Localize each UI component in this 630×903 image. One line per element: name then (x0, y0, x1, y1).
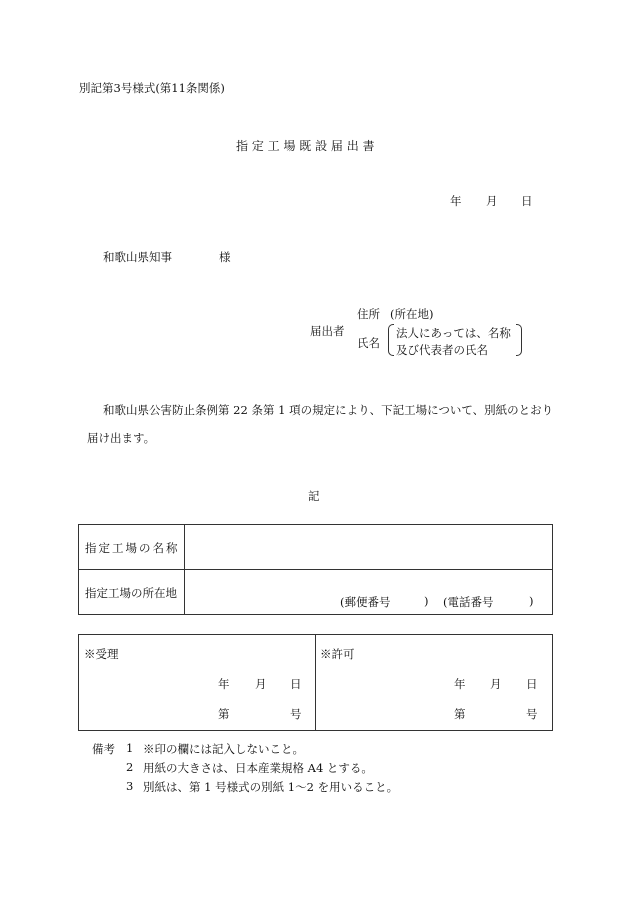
addressee-honorific: 様 (219, 250, 231, 264)
permit-label: ※許可 (320, 647, 355, 661)
page-title: 指 定 工 場 既 設 届 出 書 (236, 139, 375, 153)
brace-right (516, 324, 522, 356)
date-year: 年 (450, 194, 462, 208)
factory-location-label: 指定工場の所在地 (85, 586, 177, 600)
note-3-num: 3 (126, 779, 134, 793)
applicant-address-label: 住所 (357, 307, 380, 321)
permit-dai: 第 (454, 707, 466, 721)
office-table-divider (315, 634, 316, 731)
body-line-2: 届け出ます。 (87, 431, 156, 445)
receipt-dai: 第 (218, 707, 230, 721)
addressee-name: 和歌山県知事 (103, 250, 172, 264)
date-day: 日 (521, 194, 533, 208)
permit-year: 年 (454, 677, 466, 691)
postal-close: ) (424, 594, 429, 608)
note-2-text: 用紙の大きさは、日本産業規格 A4 とする。 (143, 761, 373, 775)
applicant-name-note-2: 及び代表者の氏名 (396, 343, 488, 357)
applicant-address-note: (所在地) (390, 307, 434, 321)
applicant-label: 届出者 (310, 324, 345, 338)
applicant-name-note-1: 法人にあっては、名称 (396, 326, 511, 340)
note-2-num: 2 (126, 760, 134, 774)
phone-close: ) (529, 594, 534, 608)
receipt-day: 日 (290, 677, 302, 691)
receipt-label: ※受理 (84, 647, 119, 661)
receipt-go: 号 (290, 707, 302, 721)
receipt-year: 年 (218, 677, 230, 691)
factory-table-col-divider (184, 524, 185, 615)
factory-name-label: 指定工場の名称 (85, 541, 180, 555)
phone-label: (電話番号 (443, 595, 494, 609)
permit-go: 号 (526, 707, 538, 721)
form-id: 別記第3号様式(第11条関係) (79, 81, 225, 95)
postal-label: (郵便番号 (340, 595, 391, 609)
date-month: 月 (486, 194, 498, 208)
permit-day: 日 (526, 677, 538, 691)
body-line-1: 和歌山県公害防止条例第 22 条第 1 項の規定により、下記工場について、別紙のとおり (103, 403, 554, 417)
note-1-num: 1 (126, 741, 134, 755)
notes-label: 備考 (92, 742, 115, 756)
permit-month: 月 (490, 677, 502, 691)
ki-mark: 記 (308, 489, 320, 503)
receipt-month: 月 (255, 677, 267, 691)
note-3-text: 別紙は、第 1 号様式の別紙 1〜2 を用いること。 (143, 780, 399, 794)
note-1-text: ※印の欄には記入しないこと。 (143, 742, 304, 756)
factory-table-row-divider (78, 569, 553, 570)
brace-left (388, 324, 394, 356)
applicant-name-label: 氏名 (357, 336, 380, 350)
